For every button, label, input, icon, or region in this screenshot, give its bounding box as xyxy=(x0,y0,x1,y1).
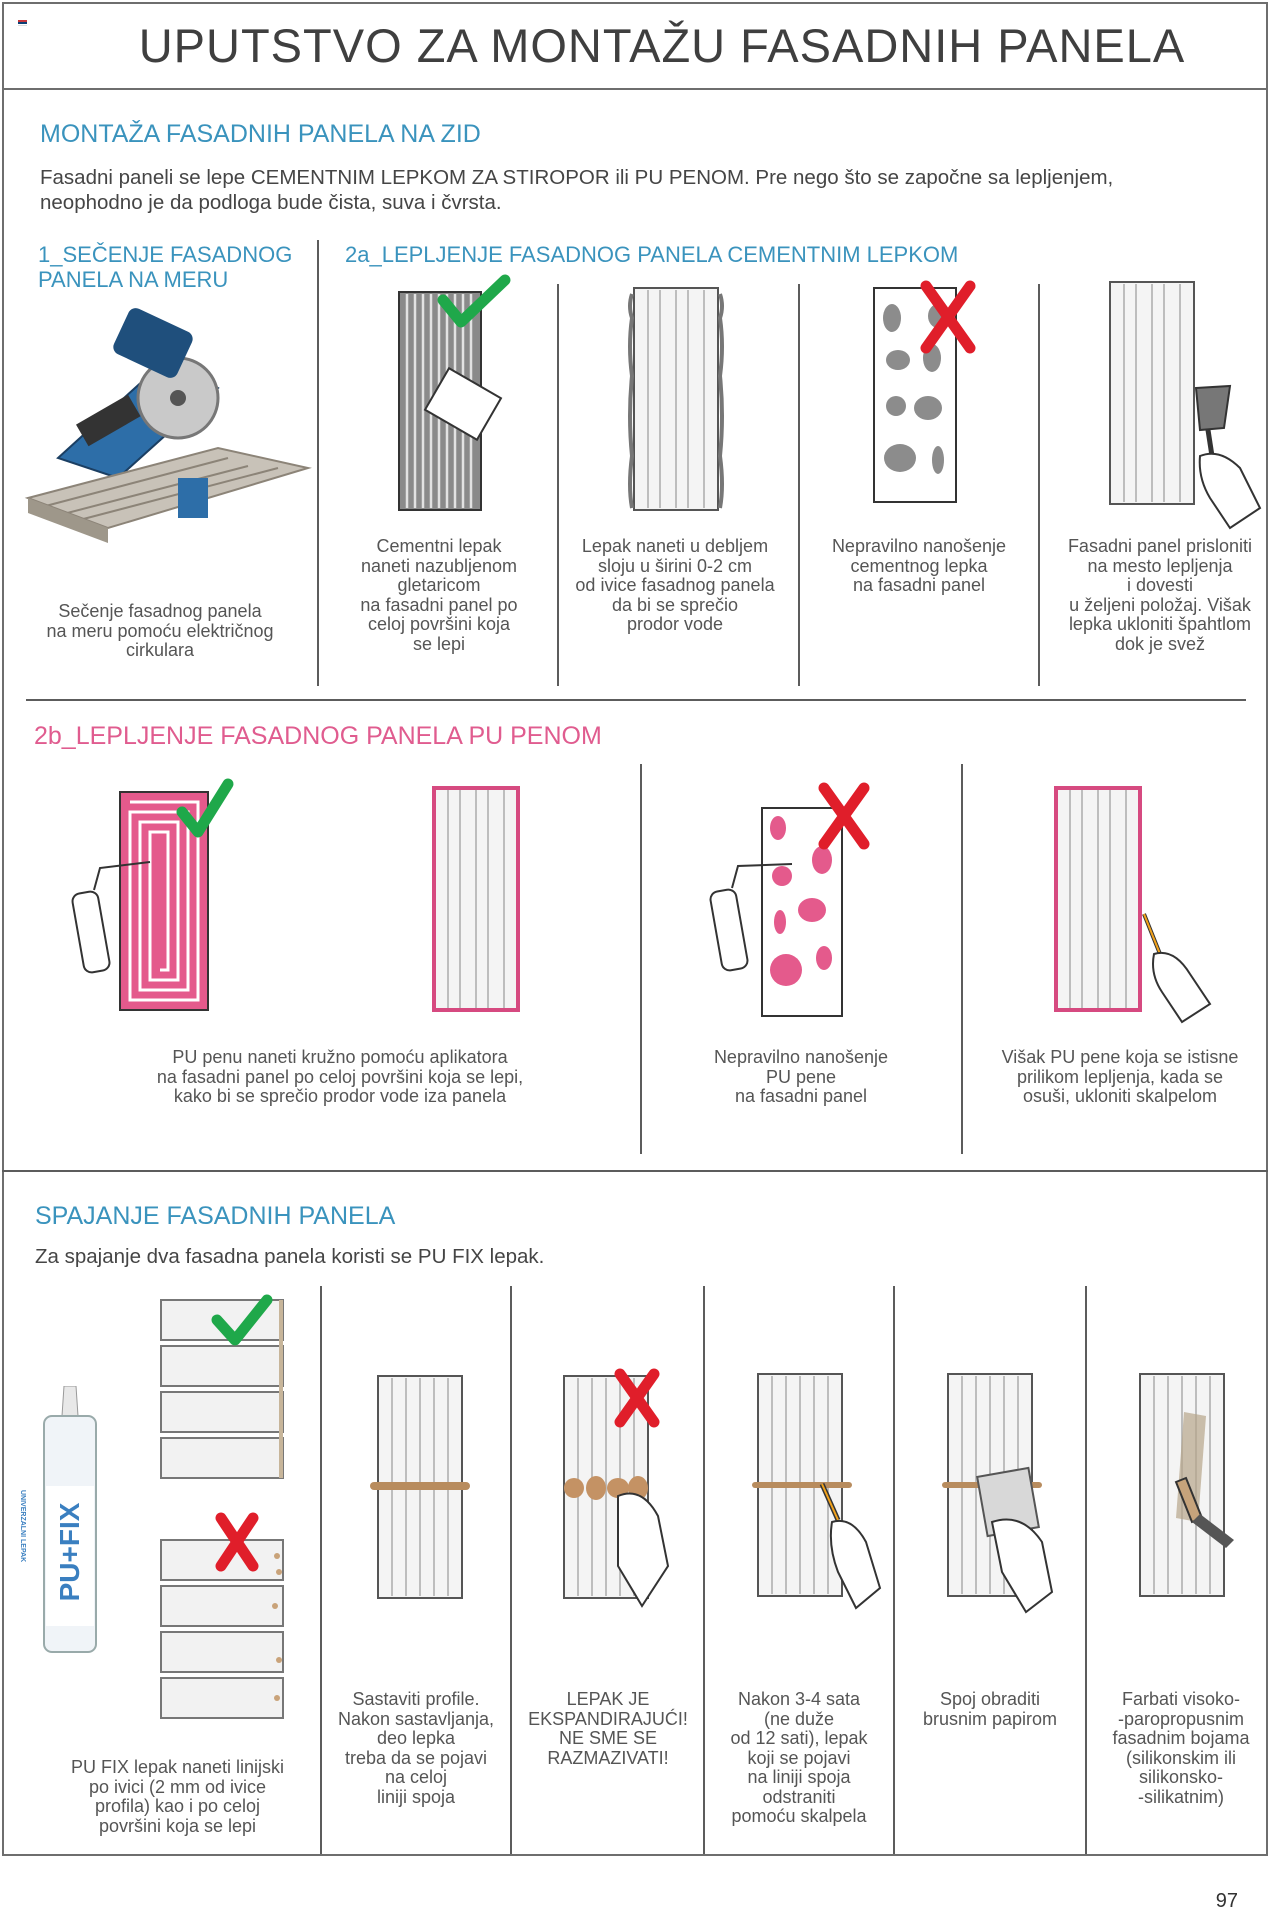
caption-line: i dovesti xyxy=(1126,575,1194,595)
profile-stack-wrong-illustration xyxy=(155,1510,295,1730)
caption-line: LEPAK JE xyxy=(566,1689,650,1709)
heading-line: 1_SEČENJE FASADNOG xyxy=(38,242,293,267)
caption-line: cirkulara xyxy=(125,640,195,660)
caption-line: lepka ukloniti špahtlom xyxy=(1068,614,1252,634)
join-caption-3 xyxy=(514,1690,702,1768)
divider xyxy=(703,1286,705,1854)
caption-line: NE SME SE xyxy=(558,1728,658,1748)
pu-caption-1 xyxy=(60,1048,620,1107)
caption-line: Farbati visoko- xyxy=(1121,1689,1241,1709)
caption-line: RAZMAZIVATI! xyxy=(547,1747,669,1768)
cut-caption xyxy=(20,602,300,661)
divider xyxy=(798,284,800,686)
caption-line: koji se pojavi xyxy=(747,1747,851,1768)
panel-pu-spiral-illustration xyxy=(70,772,250,1022)
title-bar xyxy=(2,2,1268,90)
section-heading-wall: MONTAŽA FASADNIH PANELA NA ZID xyxy=(40,120,481,148)
expanded-adhesive-illustration xyxy=(558,1366,688,1626)
caption-line: Spoj obraditi xyxy=(939,1689,1041,1709)
cement-caption-4 xyxy=(1042,537,1278,654)
cement-caption-2 xyxy=(561,537,789,635)
caption-line: Nakon sastavljanja, xyxy=(337,1708,495,1729)
caption-line: silikonsko- xyxy=(1138,1767,1224,1787)
page-title: UPUTSTVO ZA MONTAŽU FASADNIH PANELA xyxy=(138,19,1186,72)
caption-line: od 12 sati), lepak xyxy=(730,1728,868,1748)
divider xyxy=(640,764,642,1154)
caption-line: cementnog lepka xyxy=(850,555,988,576)
caption-line: Cementni lepak xyxy=(376,536,502,556)
heading-line: PANELA NA MERU xyxy=(38,267,229,292)
panel-edge-strip-illustration xyxy=(628,286,728,516)
caption-line: -paropropusnim xyxy=(1117,1708,1245,1729)
panel-spatula-illustration xyxy=(1100,278,1270,533)
sanding-joint-illustration xyxy=(942,1372,1082,1632)
caption-line: na celoj xyxy=(384,1767,448,1787)
divider xyxy=(320,1286,322,1854)
caption-line: naneti nazubljenom xyxy=(360,555,518,576)
divider xyxy=(510,1286,512,1854)
caption-line: EKSPANDIRAJUĆI! xyxy=(528,1708,688,1729)
scalpel-joint-illustration xyxy=(752,1372,892,1632)
caption-line: Nepravilno nanošenje xyxy=(831,536,1007,556)
join-caption-6 xyxy=(1088,1690,1274,1807)
caption-line: Lepak naneti u debljem xyxy=(581,536,769,556)
caption-line: na fasadni panel xyxy=(734,1086,868,1106)
caption-line: celoj površini koja xyxy=(367,614,511,634)
join-caption-5 xyxy=(897,1690,1083,1729)
caption-line: gletaricom xyxy=(397,575,481,595)
intro-line: neophodno je da podloga bude čista, suva i čvrsta. xyxy=(40,191,502,214)
caption-line: na fasadni panel po xyxy=(360,594,518,615)
caption-line: Nakon 3-4 sata xyxy=(737,1689,861,1709)
caption-line: fasadnim bojama xyxy=(1112,1728,1250,1748)
divider xyxy=(557,284,559,686)
section-divider xyxy=(26,699,1246,701)
caption-line: -silikatnim) xyxy=(1137,1786,1224,1807)
section-intro-wall xyxy=(40,165,1113,215)
divider xyxy=(1085,1286,1087,1854)
tube-brand: PU+FIX xyxy=(54,1502,85,1602)
caption-line: brusnim papirom xyxy=(922,1708,1058,1729)
panel-pu-edge-illustration xyxy=(428,784,528,1014)
cement-caption-1 xyxy=(325,537,553,654)
caption-line: PU FIX lepak naneti linijski xyxy=(70,1757,285,1777)
caption-line: Sastaviti profile. xyxy=(352,1689,480,1709)
caption-line: u željeni položaj. Višak xyxy=(1069,594,1251,615)
panel-irregular-adhesive-illustration xyxy=(870,278,990,508)
caption-line: dok je svež xyxy=(1114,633,1206,654)
pu-caption-3 xyxy=(970,1048,1270,1107)
caption-line: liniji spoja xyxy=(376,1786,456,1807)
join-caption-1 xyxy=(40,1758,315,1836)
intro-line: Fasadni paneli se lepe CEMENTNIM LEPKOM ZA STIROPOR ili PU PENOM. Pre nego što se započne sa lepljenjem, xyxy=(40,166,1114,189)
caption-line: prilikom lepljenja, kada se xyxy=(1016,1066,1224,1087)
panel-pu-scalpel-illustration xyxy=(1050,784,1230,1024)
caption-line: da bi se sprečio xyxy=(611,594,739,615)
panel-notched-adhesive-illustration xyxy=(395,280,525,515)
cement-heading: 2a_LEPLJENJE FASADNOG PANELA CEMENTNIM LEPKOM xyxy=(345,242,959,267)
caption-line: Višak PU pene koja se istisne xyxy=(1001,1047,1239,1067)
joined-panels-illustration xyxy=(370,1374,470,1604)
divider xyxy=(893,1286,895,1854)
caption-line: prodor vode xyxy=(626,614,724,634)
panel-pu-irregular-illustration xyxy=(712,780,892,1020)
caption-line: od ivice fasadnog panela xyxy=(575,575,775,595)
caption-line: Sečenje fasadnog panela xyxy=(58,601,262,621)
miter-saw-illustration xyxy=(18,308,318,558)
caption-line: Nepravilno nanošenje xyxy=(713,1047,889,1067)
caption-line: pomoću skalpela xyxy=(731,1806,867,1826)
caption-line: treba da se pojavi xyxy=(344,1747,488,1768)
painting-panel-illustration xyxy=(1136,1372,1276,1602)
caption-line: se lepi xyxy=(412,633,466,654)
caption-line: na liniji spoja xyxy=(747,1767,851,1787)
caption-line: deo lepka xyxy=(376,1728,456,1748)
join-caption-2 xyxy=(324,1690,508,1807)
pu-fix-tube-illustration xyxy=(19,1386,100,1656)
caption-line: osuši, ukloniti skalpelom xyxy=(1022,1086,1218,1106)
caption-line: PU penu naneti kružno pomoću aplikatora xyxy=(172,1047,508,1067)
page-number: 97 xyxy=(1215,1890,1238,1912)
caption-line: na fasadni panel po celoj površini koja se lepi, xyxy=(156,1066,524,1087)
section-divider xyxy=(2,1170,1268,1172)
caption-line: na mesto lepljenja xyxy=(1087,555,1233,576)
caption-line: profila) kao i po celoj xyxy=(94,1796,261,1816)
caption-line: na fasadni panel xyxy=(852,575,986,595)
section-heading-pu: 2b_LEPLJENJE FASADNOG PANELA PU PENOM xyxy=(34,722,602,750)
divider xyxy=(961,764,963,1154)
caption-line: kako bi se sprečio prodor vode iza panela xyxy=(173,1086,507,1106)
caption-line: na meru pomoću električnog xyxy=(46,620,274,641)
caption-line: po ivici (2 mm od ivice xyxy=(88,1776,267,1797)
pu-caption-2 xyxy=(660,1048,942,1107)
profile-stack-correct-illustration xyxy=(155,1280,295,1500)
caption-line: (ne duže xyxy=(763,1708,835,1729)
caption-line: Fasadni panel prisloniti xyxy=(1067,536,1253,556)
divider xyxy=(1038,284,1040,686)
caption-line: (silikonskim ili xyxy=(1125,1747,1236,1768)
section-intro-join: Za spajanje dva fasadna panela koristi se PU FIX lepak. xyxy=(35,1245,545,1268)
caption-line: površini koja se lepi xyxy=(98,1815,257,1836)
cement-caption-3 xyxy=(803,537,1035,596)
tube-subtitle: UNIVERZALNI LEPAK xyxy=(19,1490,26,1563)
section-heading-join: SPAJANJE FASADNIH PANELA xyxy=(35,1202,396,1230)
cut-heading xyxy=(38,242,292,292)
caption-line: odstraniti xyxy=(762,1786,836,1807)
caption-line: sloju u širini 0-2 cm xyxy=(597,555,753,576)
caption-line: PU pene xyxy=(765,1066,837,1087)
join-caption-4 xyxy=(706,1690,892,1827)
